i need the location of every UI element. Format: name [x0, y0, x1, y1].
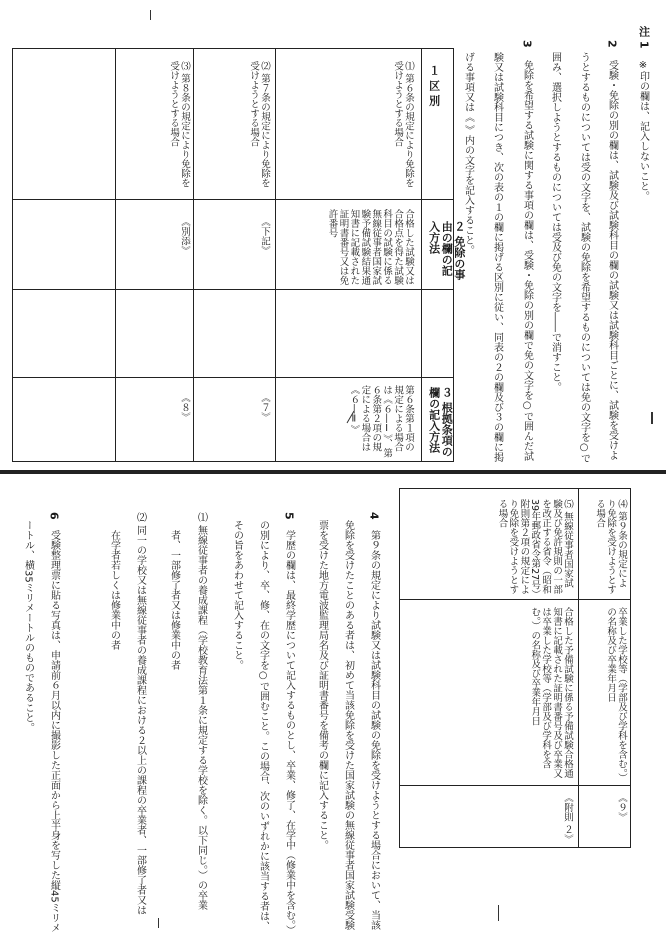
scan-mark	[150, 10, 151, 20]
note-3-line-3: げる事項又は《 》内の文字を記入すること。	[462, 52, 474, 256]
row-1-label: ⑴ 第６条の規定により免除を受けようとする場合	[392, 61, 414, 188]
note-5-line-2: の別により、卒、修、在の文字を○で囲むこと。この場合、次のいずれかに該当する者は、	[257, 520, 269, 931]
note-4-line-1: 第９条の規定により試験又は試験科目の試験の免除を受けようとする場合において、当該	[368, 530, 380, 930]
scan-mark	[498, 905, 499, 921]
row-2-basis: 《７》	[259, 393, 270, 422]
row-5-label: ⑸ 無線従事者国家試験及び免許規則の一部を改正する省令（昭和39年郵政省令第27号）附則第２項の規定により免除を受けようとする場合	[496, 499, 573, 595]
note-5-sub-2-cont: 在学者若しくは修業中の者	[108, 530, 120, 650]
row-4-method: 卒業した学校等（学部及び学科を含む。）の名称及び卒業年月日	[605, 607, 627, 778]
exemption-method-table	[12, 48, 466, 462]
scan-mark	[158, 918, 159, 928]
note-3-number: 3	[520, 40, 534, 48]
note-5-sub-1-cont: 者、一部修了者又は修業中の者	[168, 530, 180, 670]
header-method: ２ 免除の事由の欄の記入方法	[427, 221, 466, 280]
note-3-line-2: 験又は試験科目につき、次の表の１の欄に掲げる区別に従い、同表の２の欄及び３の欄に掲	[491, 52, 503, 462]
note-5-line-3: その旨をあわせて記入すること。	[231, 520, 243, 670]
row-5-method: 合格した予備試験に係る予備試験合格通知書に記載された証明書番号及び卒業又は卒業した学校等（学部及び学科を含む。）の名称及び卒業年月日	[529, 607, 573, 778]
row-4-label: ⑷ 第９条の規定により免除を受けようとする場合	[594, 499, 627, 594]
note-3-line-1: 免除を希望する試験に関する事項の欄は、受験・免除の別の欄で免の文字を○で囲んだ試	[521, 60, 533, 461]
header-basis: ３ 根拠条項の欄の記入方法	[427, 387, 454, 457]
note-6-line-2: ートル、横35ミリメートルのものであること。	[22, 520, 34, 733]
exemption-method-table-continued	[399, 488, 631, 848]
row-2-label: ⑵ 第７条の規定により免除を受けようとする場合	[248, 61, 270, 188]
row-3-method: 《別添》	[179, 217, 190, 255]
row-4-basis: 《９》	[616, 793, 627, 822]
row-1-method: 合格した試験又は合格点を得た試験科目の試験に係る無線従事者国家試験予備試験結果通知書に記載された証明書番号又は免許番号	[326, 209, 414, 285]
note-5-sub-2: ⑵ 同一の学校又は無線従事者の養成課程における２以上の課程の卒業者、一部修了者又は	[134, 512, 146, 916]
note-5-line-1: 学歴の欄は、最終学歴について記入するものとし、卒業、修了、在学中（修業中を含む。）	[283, 530, 295, 935]
note-2-line-1: 受験・免除の別の欄は、試験及び試験科目の欄の試験又は試験科目ごとに、試験を受けよ	[606, 60, 618, 460]
row-5-basis: 《附則 ２》	[562, 793, 573, 844]
header-kubetsu: １ 区 別	[427, 65, 441, 106]
note-5-number: 5	[282, 512, 296, 520]
note-2-line-3: 囲み、選択しようとするものについては受及び免の文字を――で消すこと。	[549, 52, 561, 392]
row-2-method: 《下記》	[259, 217, 270, 255]
scan-mark	[651, 412, 653, 424]
note-4-line-3: 票を受けた地方電波監理局名及び証明書番号を備考の欄に記入すること。	[316, 520, 328, 850]
note-2-line-2: うとするものについては受の文字を、試験の免除を希望するものについては免の文字を○で	[578, 52, 590, 463]
row-1-basis: 第６条第１項の規定による場合は《６―Ⅰ》、第６条第２項の規定による場合は《６―Ⅱ》	[348, 385, 414, 458]
note-2-number: 2	[605, 40, 619, 48]
note-4-line-2: 免除を受けたことのある者は、初めて当該免除を受けた国家試験の無線従事者国家試験受験	[342, 520, 354, 930]
note-4-number: 4	[367, 512, 381, 520]
note-6-line-1: 受験整理票に貼る写真は、申請前６月以内に撮影した正面から上半身を写した縦45ミリメ	[48, 530, 60, 933]
note-1-text: ※印の欄は、記入しないこと。	[637, 60, 649, 201]
note-6-number: 6	[47, 512, 61, 520]
row-3-label: ⑶ 第８条の規定により免除を受けようとする場合	[168, 61, 190, 188]
note-5-sub-1: ⑴ 無線従事者の養成課程（学校教育法第１条に規定する学校を除く。以下同じ。）の卒業	[195, 512, 207, 911]
row-3-basis: 《８》	[179, 393, 190, 422]
note-1-label: 注 1	[637, 26, 651, 49]
section-divider	[0, 470, 666, 474]
